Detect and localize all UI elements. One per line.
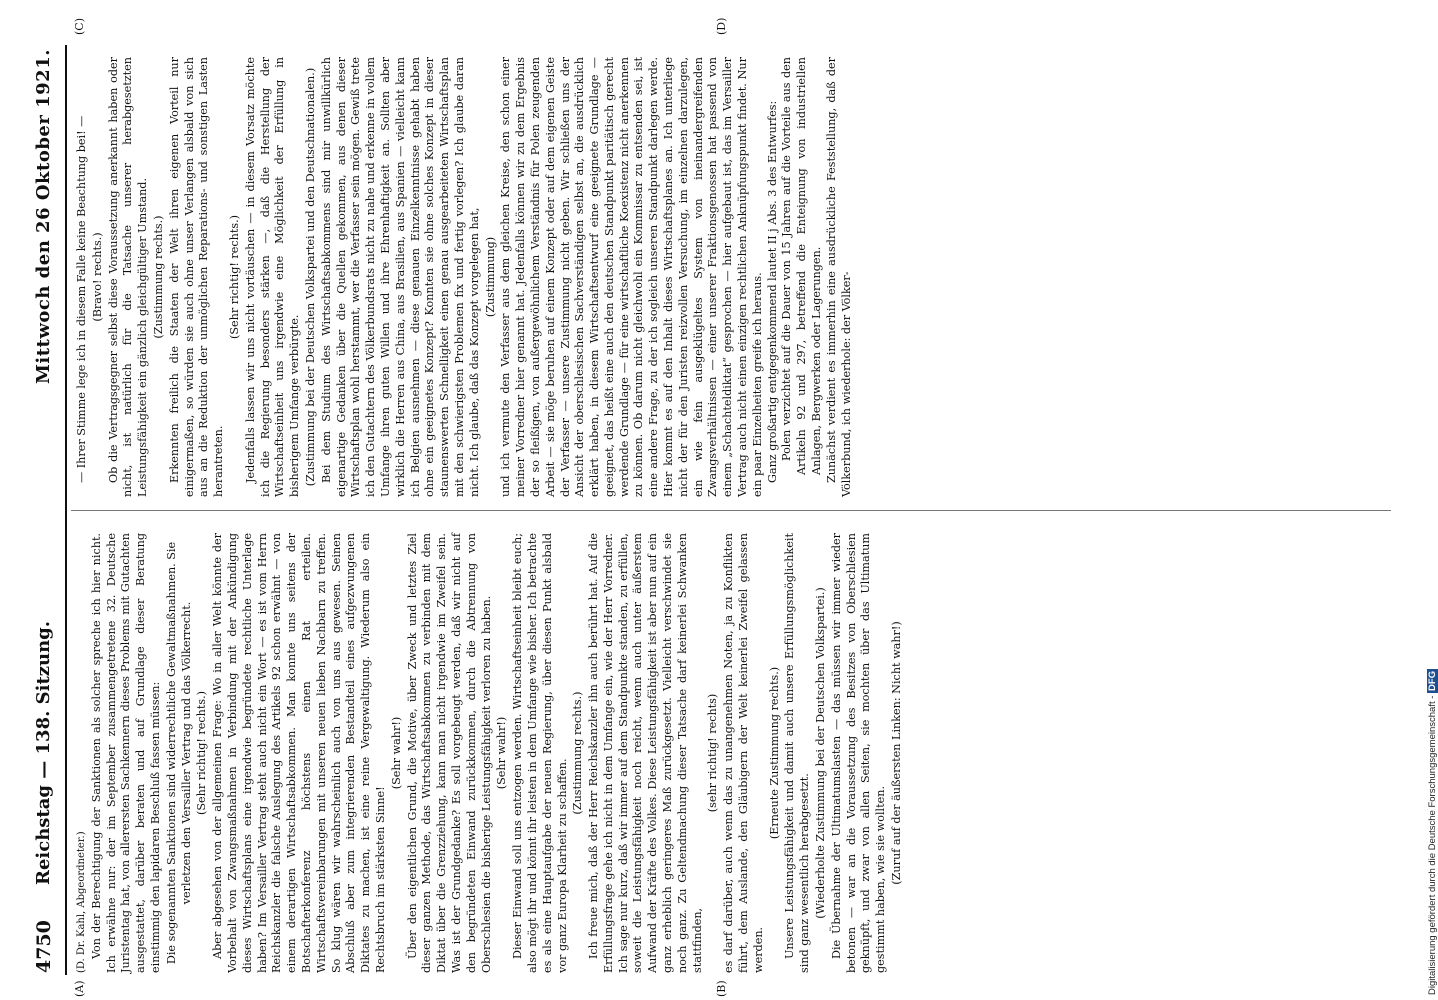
dfg-logo: DFG [1427,670,1438,691]
interjection: (Zuruf auf der äußersten Linken: Nicht wahr!) [890,621,904,885]
interjection: (Zustimmung rechts.) [571,691,585,815]
interjection: (Zustimmung rechts.) [151,215,165,339]
page-header [25,45,67,975]
paragraph: Aber abgesehen von der allgemeinen Frage: Wo in aller Welt könnte der Vorbehalt von Zwangsmaßnahmen in Verbindung mit der Ankündigung dieses Wirtschaftsplans eine irgendwie begründete rechtliche Unterlage haben? Im Versailler Vertrag steht auch nicht ein Wort — es ist vom Herrn Reichskanzler die falsche Auslegung des Artikels 92 schon erwähnt — von einem derartigen Wirtschaftsabkommen. Man konnte uns seitens der Botschafterkonferenz höchstens einen Rat erteilen. Wirtschaftsvereinbarungen mit unseren neuen lieben Nachbarn zu treffen. So klug wären wir wahrscheinlich auch von uns aus gewesen. Seinen Abschluß aber zum integrierenden Bestandteil eines aufgezwungenen Diktates zu machen, ist eine reine Vergewaltigung. Wiederum also ein Rechtsbruch im stärksten Sinne! [211,533,387,973]
interjection: (Zustimmung) [483,236,497,318]
quote: Die sogenannten Sanktionen sind widerrechtliche Gewaltmaßnahmen. Sie verletzen den Versailler Vertrag und das Völkerrecht. [164,541,193,965]
paragraph: Über den eigentlichen Grund, die Motive, über Zweck und letztes Ziel dieser ganzen Methode, das Wirtschaftsabkommen zu verbinden mit dem Diktat über die Grenzziehung, kann man nicht irgendwie im Zweifel sein. Was ist der Grundgedanke? Es soll vorgebeugt werden, daß wir nicht auf den begründeten Einwand zurückkommen, durch die Abtrennung von Oberschlesien die bisherige Leistungsfähigkeit verloren zu haben. [405,533,493,973]
session-date: Mittwoch den 26 Oktober 1921. [33,49,54,385]
paragraph: Ob die Vertragsgegner selbst diese Voraussetzung anerkannt haben oder nicht, ist natürlich für die Tatsache unserer herabgesetzten Leistungsfähigkeit ein gänzlich gleichgültiger Umstand. [106,57,150,497]
paragraph: Unsere Leistungsfähigkeit und damit auch unsere Erfüllungsmöglichkeit sind ganz wesentlich herabgesetzt. [783,533,812,973]
interjection: (Sehr richtig! rechts.) [227,214,241,340]
column-right [75,57,854,497]
paragraph: Die Übernahme der Ultimatumslasten — das müssen wir immer wieder betonen — war an die Voraussetzung des Besitzes von Oberschlesien geknüpft, und zwar von allen Seiten, sie mochten über das Ultimatum gestimmt haben, wie sie wollten. [829,533,888,973]
interjection: (Sehr richtig! rechts.) [195,690,209,816]
paragraph: Von der Berechtigung der Sanktionen als solcher spreche ich hier nicht. Ich erwähne nur: der im September zusammengetretene 32. Deutsche Juristentag hat, von allerersten Sachkennern dieses Problems mit Gutachten ausgestattet, darüber beraten und auf Grundlage dieser Beratung einstimmig den lapidaren Beschluß fassen müssen: [89,533,162,973]
paragraph: es darf darüber, auch wenn das zu unangenehmen Noten, ja zu Konflikten führt, dem Auslande, den Gläubigern der Welt keinerlei Zweifel gelassen werden. [722,533,765,973]
session-title: Reichstag — 138. Sitzung. [33,620,54,885]
digitization-note [1414,5,1438,995]
interjection: (Zustimmung bei der Deutschen Volkspartei und den Deutschnationalen.) [303,67,317,487]
dfg-funding-text: Digitalisierung gefördert durch die Deutsche Forschungsgemeinschaft - [1427,695,1438,995]
interjection: (Sehr wahr!) [389,716,403,790]
interjection: (sehr richtig! rechts) [706,693,720,813]
paragraph: Jedenfalls lassen wir uns nicht vortäuschen — in diesem Vorsatz möchte ich die Regierung besonders stärken —, daß die Herstellung der Wirtschaftseinheit uns irgendwie eine Möglichkeit der Erfüllung in bisherigem Umfange verbürgte. [243,57,302,497]
interjection: (Bravo! rechts.) [90,232,104,322]
paragraph: Zunächst verdient es immerhin eine ausdrückliche Feststellung, daß der Völkerbund, ich wiederhole: der Völker- [824,57,853,497]
paragraph: Ich freue mich, daß der Herr Reichskanzler ihn auch berührt hat. Auf die Erfüllungsfrage gehe ich nicht in dem Umfange ein, wie der Herr Vorredner. Ich sage nur kurz, daß wir immer auf dem Standpunkte standen, zu erfüllen, soweit die Leistungsfähigkeit noch reicht, wenn auch unter äußerstem Aufwand der Kräfte des Volkes. Diese Leistungsfähigkeit ist aber nun auf ein ganz erheblich geringeres Maß zurückgesetzt. Vielleicht verschwindet sie noch ganz. Zu Geltendmachung dieser Tatsache darf keinerlei Schwanken stattfinden, [587,533,704,973]
margin-mark-b: (B) [715,980,728,997]
paragraph: Ganz großartig entgegenkommend lautet II j Abs. 3 des Entwurfes: [765,100,779,483]
interjection: (Sehr wahr!) [495,716,509,790]
paragraph: — Ihrer Stimme lege ich in diesem Falle keine Beachtung bei! — [75,115,88,483]
rotated-page [25,17,1405,997]
paragraph: Erkennten freilich die Staaten der Welt ihren eigenen Vorteil nur einigermaßen, so würden sie auch ohne unser Verlangen alsbald von sich aus an die Reduktion der unmöglichen Reparations- und sonstigen Lasten herantreten. [167,57,226,497]
column-divider [71,510,1391,511]
speaker-line: (D. Dr. Kahl, Abgeordneter.) [76,831,87,973]
quote: Polen verzichtet auf die Dauer von 15 Jahren auf die Vorteile aus den Artikeln 92 und 297, betreffend die Enteignung von industriellen Anlagen, Bergwerken oder Lagerungen. [780,57,824,475]
interjection: (Wiederholte Zustimmung bei der Deutschen Volkspartei.) [814,587,828,919]
page-number: 4750 [33,920,55,973]
margin-mark-c: (C) [73,18,86,35]
interjection: (Erneute Zustimmung rechts.) [767,666,781,840]
column-left [75,533,904,973]
paragraph: Bei dem Studium des Wirtschaftsabkommens sind mir unwillkürlich eigenartige Gedanken über die Quellen gekommen, aus denen dieser Wirtschaftsplan wohl herstammt, wer die Verfasser sein mögen. Gewiß trete ich den Gutachtern des Völkerbundsrats nicht zu nahe und erkenne in vollem Umfange ihren guten Willen und ihre Ehrenhaftigkeit an. Sollten aber wirklich die Herren aus China, aus Brasilien, aus Spanien — vielleicht kann ich Belgien ausnehmen — diese genauen Einzelkenntnisse gehabt haben ohne ein geeignetes Konzept? Konnten sie ohne solches Konzept in dieser staunenswerten Schnelligkeit einen genau ausgearbeiteten Wirtschaftsplan mit den schwierigsten Problemen fix und fertig vorlegen? Ich glaube daran nicht. Ich glaube, daß das Konzept vorgelegen hat, [319,57,481,497]
margin-mark-d: (D) [715,17,728,35]
margin-mark-a: (A) [73,980,86,997]
paragraph: und ich vermute den Verfasser aus dem gleichen Kreise, den schon einer meiner Vorredner hier genannt hat. Jedenfalls können wir zu dem Ergebnis der so fleißigen, von außergewöhnlichem Verständnis für Polen zeugenden Arbeit — sie möge beruhen auf einem Konzept oder auf dem eigenen Geiste der Verfasser — unsere Zustimmung nicht geben. Wir schließen uns der Ansicht der oberschlesischen Sachverständigen selbst an, die ausdrücklich erklärt haben, in diesem Wirtschaftsentwurf eine geeignete Grundlage — geeignet, das heißt eine auch den deutschen Standpunkt paritätisch gerecht werdende Grundlage — für eine wirtschaftliche Koexistenz nicht anerkennen zu können. Ob darum nicht gleichwohl ein Kommissar zu entsenden sei, ist eine andere Frage, zu der ich sogleich unseren Standpunkt darlegen werde. Hier kommt es auf den Inhalt dieses Wirtschaftsplanes an. Ich unterliege nicht der für den Juristen reizvollen Versuchung, im einzelnen darzulegen, ein wie fein ausgeklügeltes System von ineinandergreifenden Zwangsverhältnissen — einer unserer Fraktionsgenossen hat passend von einem „Schachteldiktat“ gesprochen — hier aufgebaut ist, das im Versailler Vertrag auch nicht einen einzigen rechtlichen Anknüpfungspunkt findet. Nur ein paar Einzelheiten greife ich heraus. [499,57,764,497]
paragraph: Dieser Einwand soll uns entzogen werden. Wirtschaftseinheit bleibt euch; also mögt ihr und könnt ihr leisten in dem Umfange wie bisher. Ich betrachte es als eine Hauptaufgabe der neuen Regierung, über diesen Punkt alsbald vor ganz Europa Klarheit zu schaffen. [511,533,569,973]
